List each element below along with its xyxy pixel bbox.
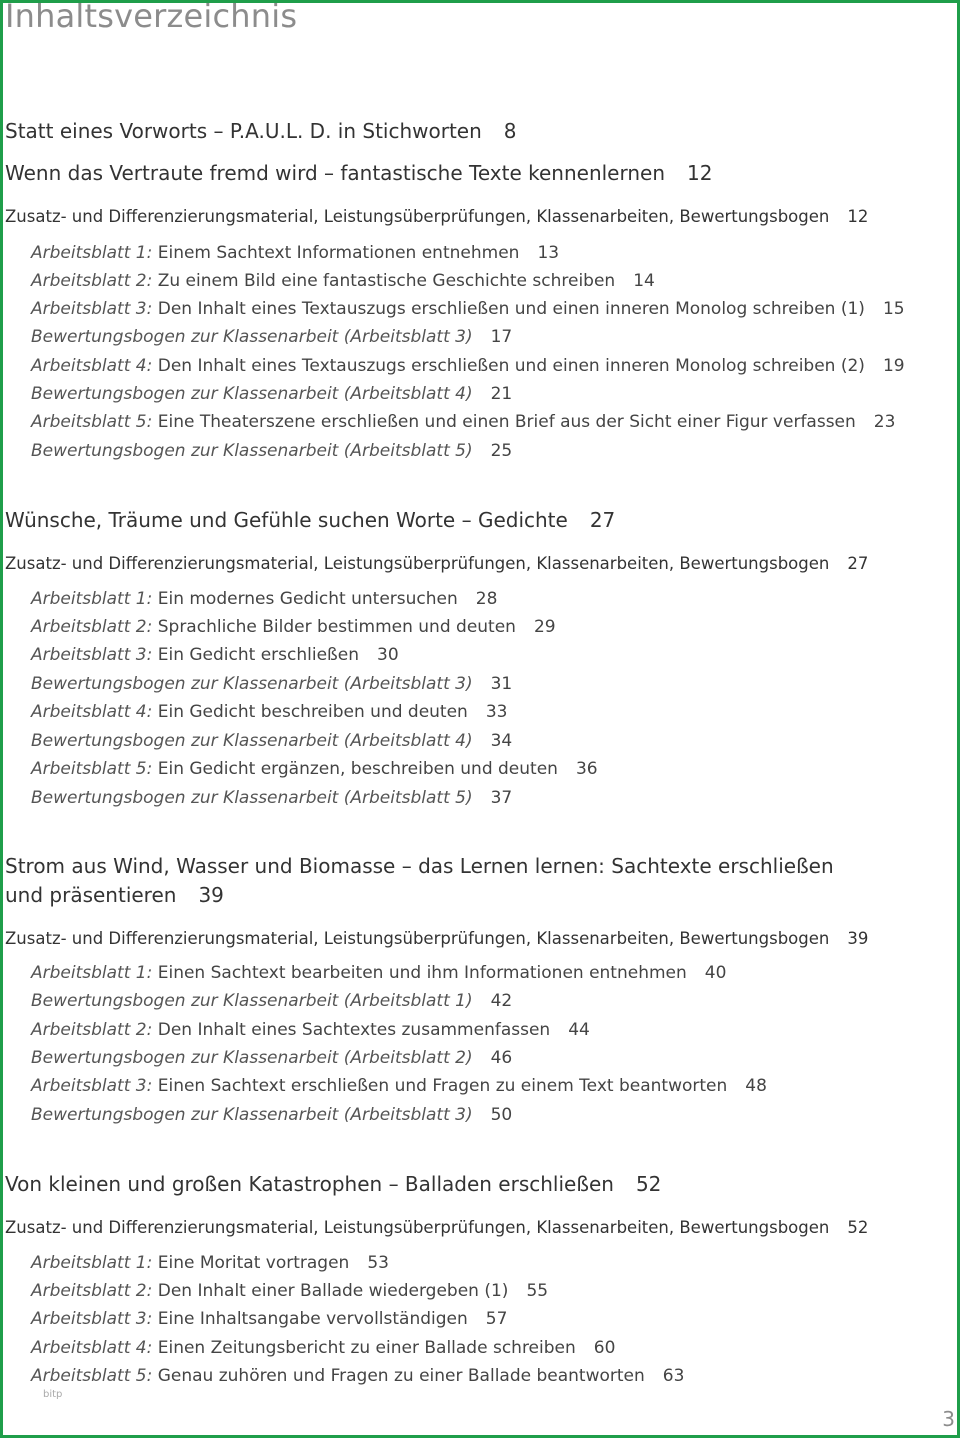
- page-ref: 48: [745, 1076, 767, 1096]
- page-ref: 8: [503, 119, 517, 143]
- entry-label: Bewertungsbogen zur Klassenarbeit (Arbeitsblatt 3): [31, 1105, 473, 1125]
- page-ref: 12: [847, 207, 869, 226]
- page-ref: 34: [490, 731, 513, 751]
- entry-label: Bewertungsbogen zur Klassenarbeit (Arbeitsblatt 5): [31, 788, 473, 808]
- entry-label: Arbeitsblatt 3:: [31, 1076, 153, 1096]
- entry-text: Wenn das Vertraute fremd wird – fantastische Texte kennenlernen: [5, 161, 666, 185]
- toc-item[interactable]: [31, 1020, 590, 1040]
- entry-label: Bewertungsbogen zur Klassenarbeit (Arbeitsblatt 2): [31, 1048, 473, 1068]
- page-ref: 27: [847, 554, 869, 573]
- page-ref: 63: [662, 1366, 685, 1386]
- page-number: 3: [942, 1407, 955, 1431]
- entry-text: Einen Zeitungsbericht zu einer Ballade schreiben: [157, 1338, 576, 1358]
- toc-item[interactable]: [31, 299, 905, 319]
- entry-text: Zusatz- und Differenzierungsmaterial, Leistungsüberprüfungen, Klassenarbeiten, Bewertungsbogen: [5, 929, 830, 948]
- entry-label: Arbeitsblatt 5:: [31, 759, 153, 779]
- toc-item[interactable]: [31, 327, 512, 347]
- toc-item[interactable]: [31, 1105, 512, 1125]
- toc-chapter[interactable]: [5, 854, 834, 878]
- toc-item[interactable]: [31, 441, 512, 461]
- page-ref: 12: [687, 161, 713, 185]
- page-ref: 52: [847, 1218, 869, 1237]
- toc-item[interactable]: [31, 1048, 512, 1068]
- entry-text: Sprachliche Bilder bestimmen und deuten: [157, 617, 516, 637]
- entry-label: Bewertungsbogen zur Klassenarbeit (Arbeitsblatt 4): [31, 731, 473, 751]
- entry-text: und präsentieren: [5, 883, 177, 907]
- page-ref: 13: [537, 243, 560, 263]
- entry-text: Einem Sachtext Informationen entnehmen: [157, 243, 520, 263]
- entry-label: Arbeitsblatt 2:: [31, 617, 153, 637]
- toc-chapter[interactable]: [5, 883, 224, 907]
- entry-label: Bewertungsbogen zur Klassenarbeit (Arbeitsblatt 3): [31, 327, 473, 347]
- page-ref: 57: [485, 1309, 508, 1329]
- toc-subheading[interactable]: [5, 1218, 868, 1237]
- toc-item[interactable]: [31, 384, 512, 404]
- entry-label: Bewertungsbogen zur Klassenarbeit (Arbeitsblatt 5): [31, 441, 473, 461]
- toc-item[interactable]: [31, 1338, 615, 1358]
- toc-item[interactable]: [31, 1309, 507, 1329]
- toc-item[interactable]: [31, 356, 905, 376]
- entry-text: Eine Theaterszene erschließen und einen Brief aus der Sicht einer Figur verfassen: [157, 412, 856, 432]
- page-ref: 17: [490, 327, 513, 347]
- stamp-mark: bitp: [43, 1389, 63, 1400]
- entry-text: Einen Sachtext bearbeiten und ihm Informationen entnehmen: [157, 963, 687, 983]
- page-ref: 39: [198, 883, 224, 907]
- entry-text: Ein modernes Gedicht untersuchen: [157, 589, 458, 609]
- page-ref: 46: [490, 1048, 513, 1068]
- toc-item[interactable]: [31, 788, 512, 808]
- entry-text: Den Inhalt eines Textauszugs erschließen und einen inneren Monolog schreiben (2): [157, 356, 865, 376]
- toc-item[interactable]: [31, 645, 399, 665]
- page-title: Inhaltsverzeichnis: [5, 0, 298, 35]
- entry-label: Arbeitsblatt 1:: [31, 589, 153, 609]
- page-ref: 55: [526, 1281, 549, 1301]
- entry-text: Strom aus Wind, Wasser und Biomasse – das Lernen lernen: Sachtexte erschließen: [5, 854, 834, 878]
- toc-item[interactable]: [31, 1076, 767, 1096]
- toc-item[interactable]: [31, 412, 895, 432]
- toc-item[interactable]: [31, 1366, 684, 1386]
- toc-item[interactable]: [31, 702, 507, 722]
- page-ref: 29: [533, 617, 556, 637]
- page-ref: 37: [490, 788, 513, 808]
- toc-item[interactable]: [31, 991, 512, 1011]
- page-ref: 21: [490, 384, 513, 404]
- page-ref: 19: [882, 356, 905, 376]
- toc-chapter[interactable]: [5, 1172, 661, 1196]
- entry-label: Arbeitsblatt 4:: [31, 702, 153, 722]
- entry-label: Arbeitsblatt 1:: [31, 243, 153, 263]
- page-ref: 36: [575, 759, 598, 779]
- entry-text: Zusatz- und Differenzierungsmaterial, Leistungsüberprüfungen, Klassenarbeiten, Bewertungsbogen: [5, 1218, 830, 1237]
- page-ref: 52: [635, 1172, 662, 1196]
- entry-label: Arbeitsblatt 3:: [31, 645, 153, 665]
- toc-item[interactable]: [31, 1253, 389, 1273]
- page-ref: 23: [873, 412, 896, 432]
- page-ref: 25: [490, 441, 513, 461]
- entry-text: Von kleinen und großen Katastrophen – Balladen erschließen: [5, 1172, 614, 1196]
- toc-subheading[interactable]: [5, 929, 868, 948]
- toc-item[interactable]: [31, 963, 726, 983]
- page-ref: 42: [490, 991, 513, 1011]
- entry-label: Arbeitsblatt 2:: [31, 271, 153, 291]
- toc-item[interactable]: [31, 617, 556, 637]
- toc-chapter[interactable]: [5, 508, 615, 532]
- entry-text: Eine Moritat vortragen: [157, 1253, 350, 1273]
- page-ref: 60: [593, 1338, 616, 1358]
- toc-item[interactable]: [31, 731, 512, 751]
- page-ref: 28: [475, 589, 498, 609]
- page-ref: 27: [589, 508, 616, 532]
- entry-label: Arbeitsblatt 4:: [31, 1338, 153, 1358]
- page-ref: 50: [490, 1105, 513, 1125]
- entry-text: Den Inhalt eines Sachtextes zusammenfassen: [157, 1020, 551, 1040]
- entry-label: Arbeitsblatt 2:: [31, 1281, 153, 1301]
- entry-text: Ein Gedicht ergänzen, beschreiben und deuten: [157, 759, 558, 779]
- page-ref: 31: [490, 674, 513, 694]
- page-ref: 30: [377, 645, 399, 665]
- entry-text: Einen Sachtext erschließen und Fragen zu einem Text beantworten: [157, 1076, 728, 1096]
- toc-chapter[interactable]: [5, 119, 517, 143]
- toc-item[interactable]: [31, 243, 559, 263]
- entry-label: Arbeitsblatt 3:: [31, 299, 153, 319]
- entry-text: Ein Gedicht beschreiben und deuten: [157, 702, 468, 722]
- entry-label: Arbeitsblatt 1:: [31, 1253, 153, 1273]
- entry-text: Ein Gedicht erschließen: [157, 645, 359, 665]
- page-ref: 53: [367, 1253, 389, 1273]
- toc-item[interactable]: [31, 271, 655, 291]
- toc-chapter[interactable]: [5, 161, 712, 185]
- entry-text: Wünsche, Träume und Gefühle suchen Worte – Gedichte: [5, 508, 568, 532]
- entry-label: Bewertungsbogen zur Klassenarbeit (Arbeitsblatt 1): [31, 991, 473, 1011]
- entry-label: Bewertungsbogen zur Klassenarbeit (Arbeitsblatt 4): [31, 384, 473, 404]
- page-ref: 40: [704, 963, 727, 983]
- toc-item[interactable]: [31, 759, 598, 779]
- toc-item[interactable]: [31, 1281, 548, 1301]
- entry-label: Bewertungsbogen zur Klassenarbeit (Arbeitsblatt 3): [31, 674, 473, 694]
- toc-item[interactable]: [31, 674, 512, 694]
- toc-subheading[interactable]: [5, 554, 868, 573]
- page-ref: 14: [633, 271, 655, 291]
- entry-label: Arbeitsblatt 4:: [31, 356, 153, 376]
- toc-subheading[interactable]: [5, 207, 868, 226]
- entry-label: Arbeitsblatt 1:: [31, 963, 153, 983]
- page-ref: 39: [847, 929, 869, 948]
- page-ref: 44: [568, 1020, 590, 1040]
- entry-text: Zu einem Bild eine fantastische Geschichte schreiben: [157, 271, 616, 291]
- entry-label: Arbeitsblatt 3:: [31, 1309, 153, 1329]
- entry-label: Arbeitsblatt 5:: [31, 1366, 153, 1386]
- entry-text: Statt eines Vorworts – P.A.U.L. D. in Stichworten: [5, 119, 482, 143]
- entry-text: Den Inhalt einer Ballade wiedergeben (1): [157, 1281, 509, 1301]
- entry-text: Genau zuhören und Fragen zu einer Ballade beantworten: [157, 1366, 645, 1386]
- page-ref: 15: [882, 299, 905, 319]
- page-ref: 33: [485, 702, 508, 722]
- entry-label: Arbeitsblatt 2:: [31, 1020, 153, 1040]
- toc-item[interactable]: [31, 589, 497, 609]
- entry-text: Den Inhalt eines Textauszugs erschließen und einen inneren Monolog schreiben (1): [157, 299, 865, 319]
- entry-label: Arbeitsblatt 5:: [31, 412, 153, 432]
- entry-text: Zusatz- und Differenzierungsmaterial, Leistungsüberprüfungen, Klassenarbeiten, Bewertungsbogen: [5, 207, 830, 226]
- entry-text: Zusatz- und Differenzierungsmaterial, Leistungsüberprüfungen, Klassenarbeiten, Bewertungsbogen: [5, 554, 830, 573]
- entry-text: Eine Inhaltsangabe vervollständigen: [157, 1309, 468, 1329]
